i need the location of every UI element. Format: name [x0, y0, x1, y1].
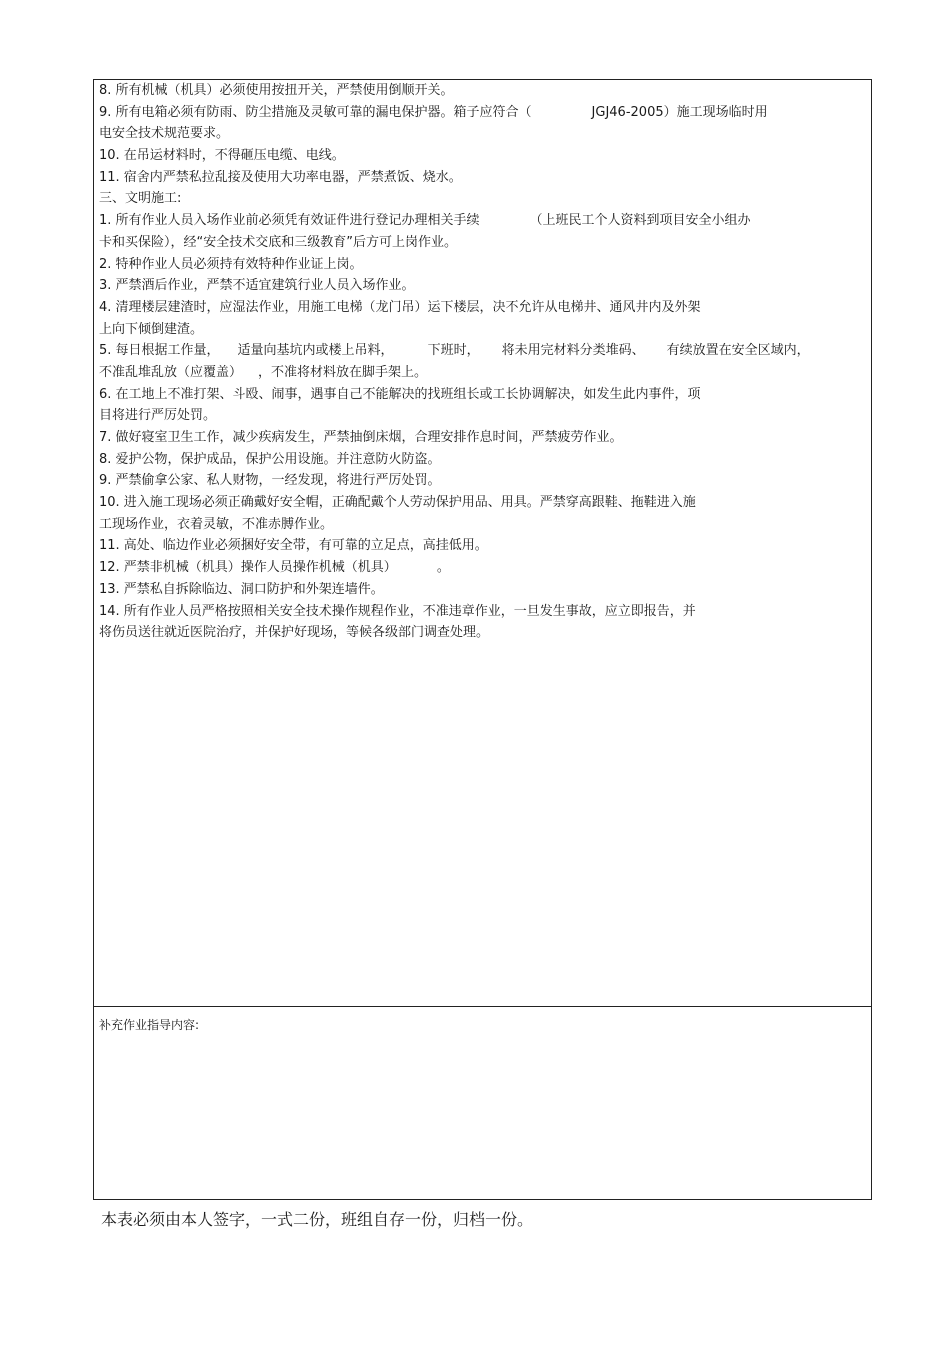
rule-line: 9. 严禁偷拿公家、私人财物，一经发现，将进行严厉处罚。: [99, 473, 441, 489]
rule-line: 11. 宿舍内严禁私拉乱接及使用大功率电器，严禁煮饭、烧水。: [99, 169, 462, 185]
rule-line: 4. 清理楼层建渣时，应湿法作业，用施工电梯（龙门吊）运下楼层，决不允许从电梯井、通风井内及外架: [99, 299, 701, 315]
rule-line: 11. 高处、临边作业必须捆好安全带，有可靠的立足点，高挂低用。: [99, 538, 488, 554]
footer-note: 本表必须由本人签字，一式二份，班组自存一份，归档一份。: [101, 1210, 534, 1229]
rule-line: 1. 所有作业人员入场作业前必须凭有效证件进行登记办理相关手续 （上班民工个人资料到项目安全小组办: [99, 213, 751, 229]
rule-line: 工现场作业，衣着灵敏，不准赤膊作业。: [99, 516, 334, 532]
rule-line: 13. 严禁私自拆除临边、洞口防护和外架连墙件。: [99, 581, 384, 597]
rule-line: 10. 在吊运材料时，不得砸压电缆、电线。: [99, 148, 345, 164]
supplement-label: 补充作业指导内容:: [99, 1018, 200, 1032]
rule-line: 目将进行严厉处罚。: [99, 408, 217, 424]
rule-line: 2. 特种作业人员必须持有效特种作业证上岗。: [99, 256, 363, 272]
section-divider: [93, 1006, 872, 1007]
rule-line: 8. 所有机械（机具）必须使用按扭开关，严禁使用倒顺开关。: [99, 83, 454, 98]
rule-line: 9. 所有电箱必须有防雨、防尘措施及灵敏可靠的漏电保护器。箱子应符合（ JGJ46-2005）施工现场临时用: [99, 104, 768, 120]
rule-line: 上向下倾倒建渣。: [99, 321, 204, 337]
section-heading: 三、文明施工:: [99, 191, 182, 207]
rule-line: 3. 严禁酒后作业，严禁不适宜建筑行业人员入场作业。: [99, 278, 415, 294]
rule-line: 不准乱堆乱放（应覆盖） ，不准将材料放在脚手架上。: [99, 364, 428, 380]
rule-line: 卡和买保险），经“安全技术交底和三级教育”后方可上岗作业。: [99, 234, 457, 250]
rule-line: 12. 严禁非机械（机具）操作人员操作机械（机具） 。: [99, 560, 450, 576]
rule-line: 5. 每日根据工作量， 适量向基坑内或楼上吊料， 下班时， 将未用完材料分类堆码、 有续放置在安全区域内，: [99, 343, 810, 359]
rule-line: 将伤员送往就近医院治疗，并保护好现场，等候各级部门调查处理。: [99, 625, 490, 641]
rule-line: 7. 做好寝室卫生工作，减少疾病发生，严禁抽倒床烟，合理安排作息时间，严禁疲劳作业。: [99, 430, 623, 445]
safety-rules-content: [99, 80, 864, 644]
rule-line: 10. 进入施工现场必须正确戴好安全帽，正确配戴个人劳动保护用品、用具。严禁穿高跟鞋、拖鞋进入施: [99, 495, 696, 511]
rule-line: 14. 所有作业人员严格按照相关安全技术操作规程作业，不准违章作业，一旦发生事故，应立即报告，并: [99, 603, 696, 619]
rule-line: 电安全技术规范要求。: [99, 126, 230, 142]
rule-line: 8. 爱护公物，保护成品，保护公用设施。并注意防火防盗。: [99, 451, 441, 467]
rule-line: 6. 在工地上不准打架、斗殴、闹事，遇事自己不能解决的找班组长或工长协调解决，如发生此内事件，项: [99, 386, 701, 402]
